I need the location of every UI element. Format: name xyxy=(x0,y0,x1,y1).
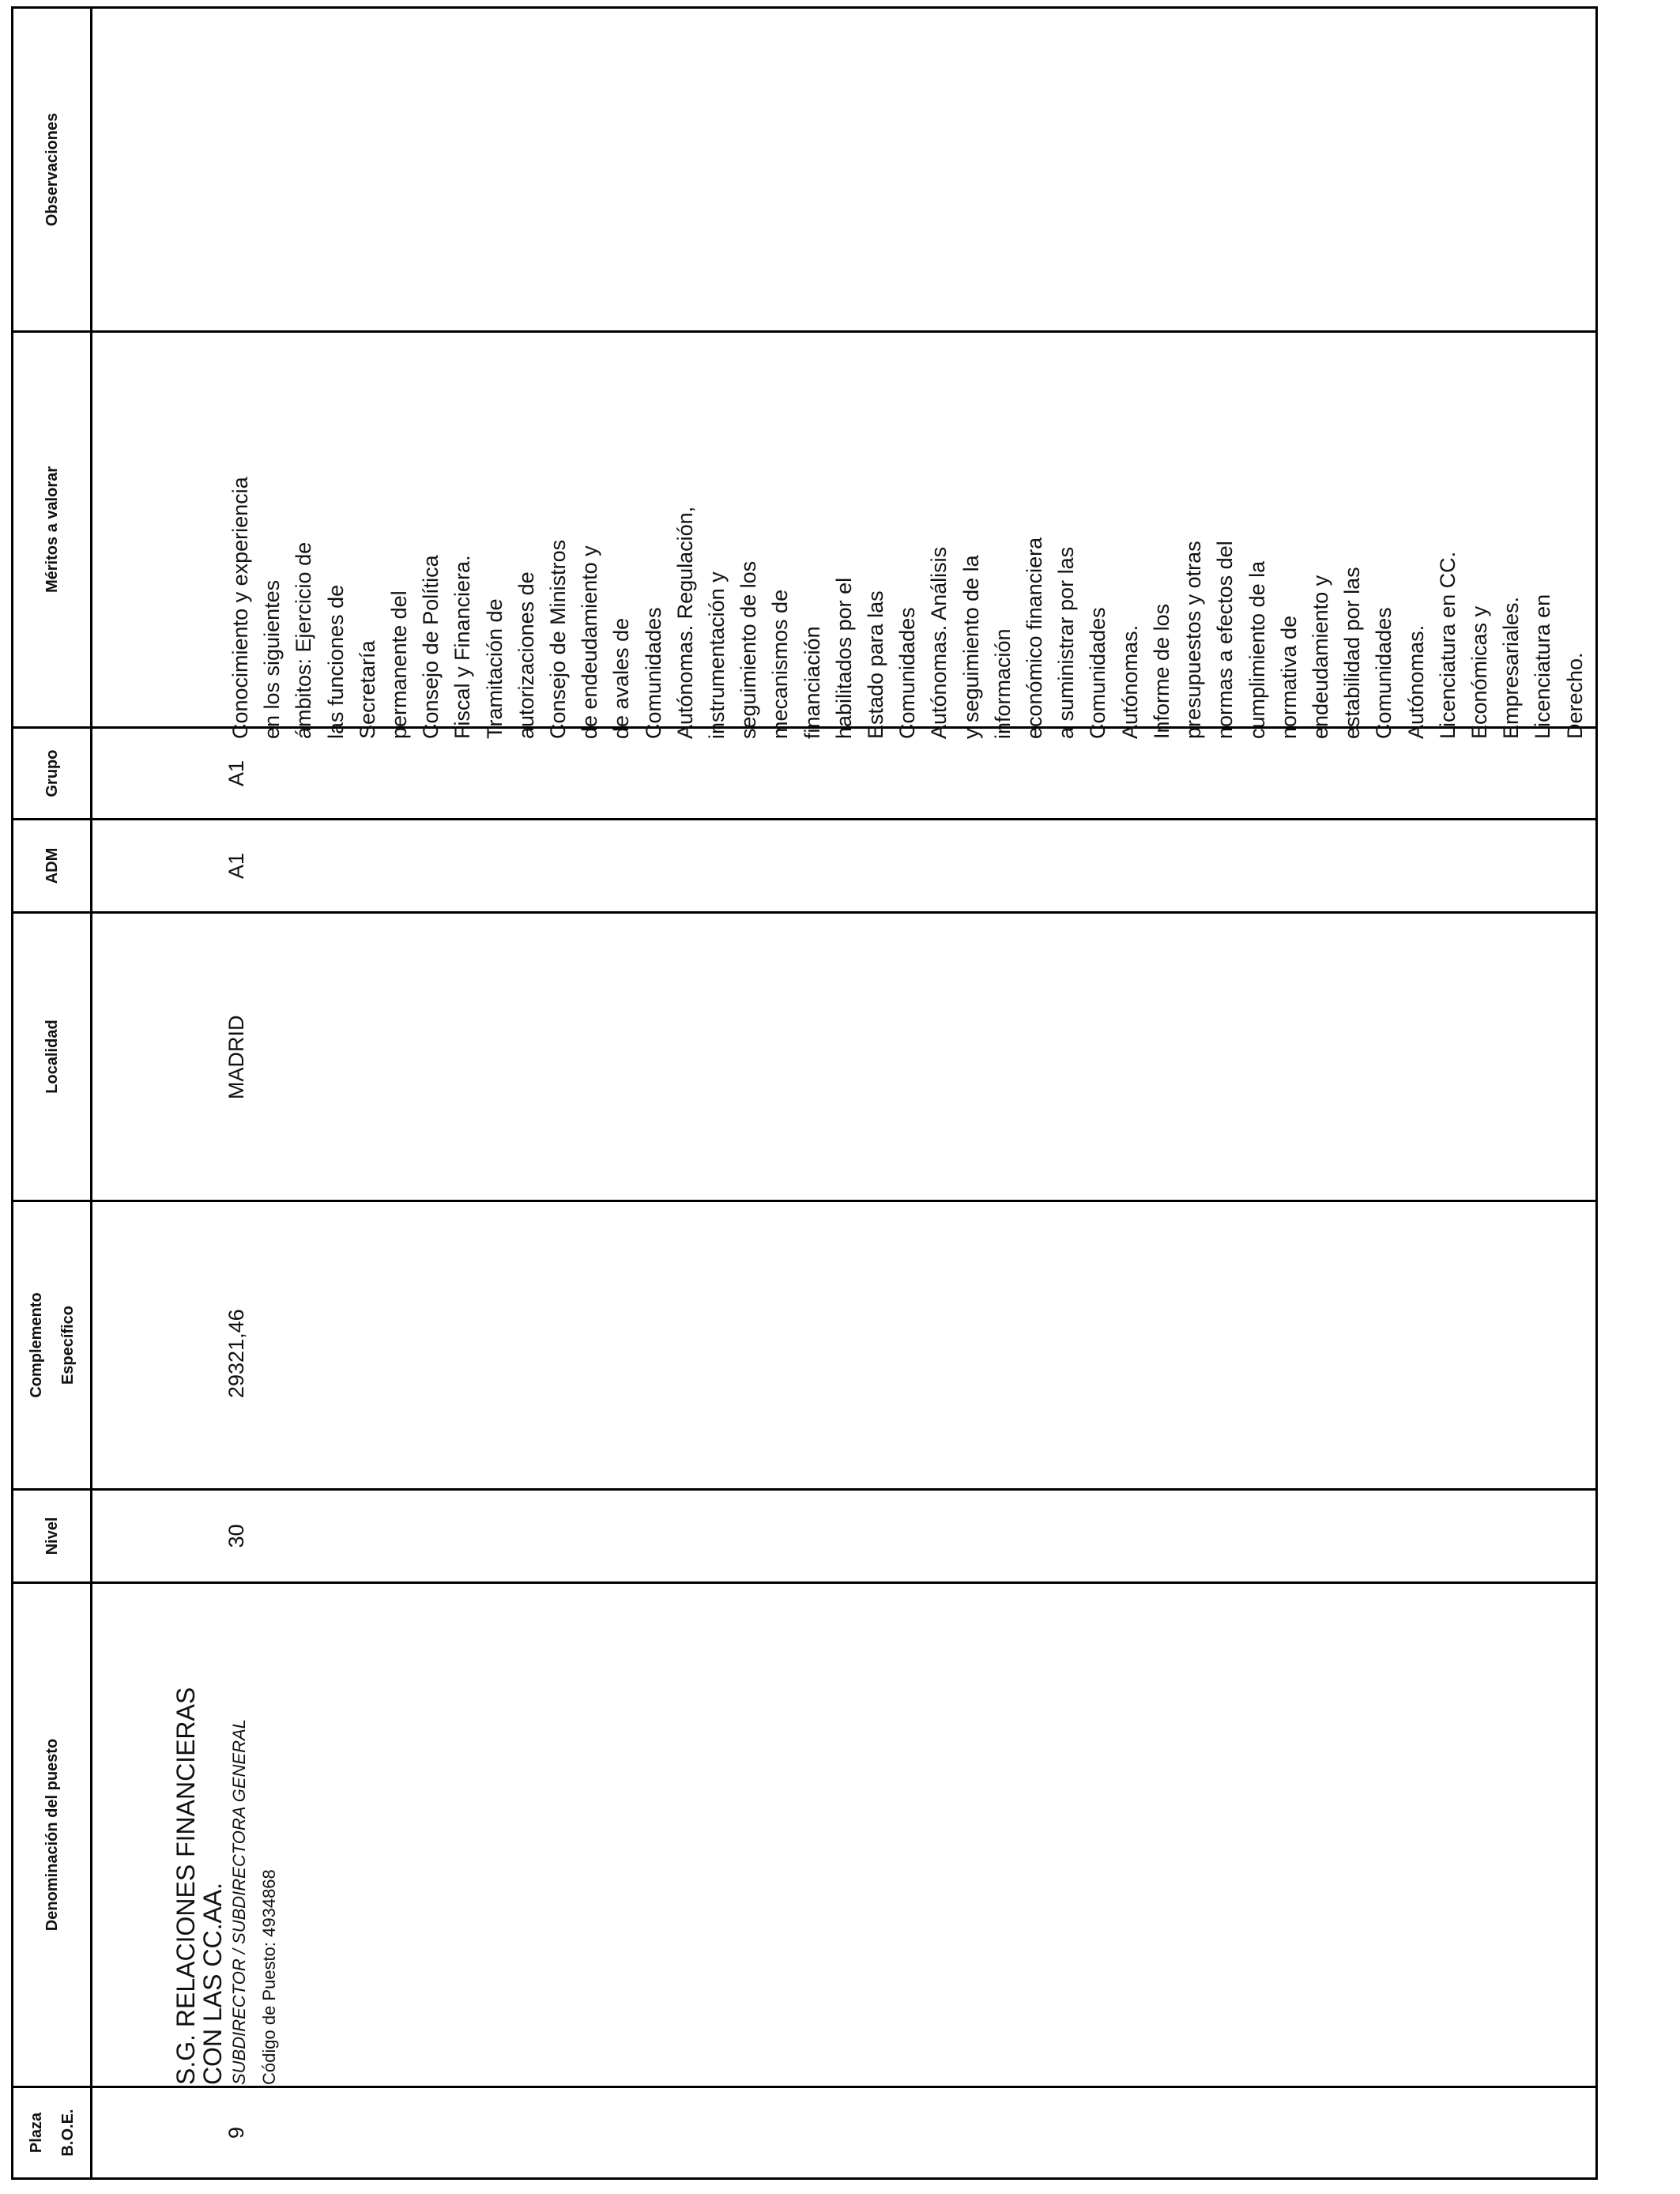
merit-line: Autónomas. xyxy=(1117,624,1142,739)
col-sep-3 xyxy=(11,1488,1598,1491)
merit-line: Informe de los xyxy=(1149,603,1173,739)
header-adm xyxy=(13,820,92,911)
cell-denominacion xyxy=(172,1642,280,2085)
col-sep-4 xyxy=(11,1200,1598,1202)
merit-line: permanente del xyxy=(387,590,412,739)
header-observaciones xyxy=(13,9,92,330)
merit-line: Empresariales. xyxy=(1499,596,1524,739)
merit-line: autorizaciones de xyxy=(514,571,538,739)
header-localidad-label: Localidad xyxy=(43,1020,61,1094)
cell-plaza: 9 xyxy=(224,2126,248,2139)
col-sep-1 xyxy=(11,2086,1598,2088)
header-meritos xyxy=(13,333,92,726)
header-plaza-line2: B.O.E. xyxy=(59,2109,77,2157)
header-localidad xyxy=(13,914,92,1200)
merit-line: Derecho. xyxy=(1562,652,1587,739)
merit-line: seguimiento de los xyxy=(736,560,761,739)
header-plaza-line1: Plaza xyxy=(28,2112,45,2154)
merit-line: Estado para las xyxy=(864,590,888,739)
header-observaciones-label: Observaciones xyxy=(43,112,61,227)
cell-grupo: A1 xyxy=(224,760,248,787)
header-grupo xyxy=(13,729,92,818)
merit-line: de endeudamiento y xyxy=(578,545,602,739)
merit-line: cumplimiento de la xyxy=(1245,560,1269,739)
header-grupo-label: Grupo xyxy=(43,749,61,797)
merit-line: instrumentación y xyxy=(705,571,729,739)
cell-complemento: 29321,46 xyxy=(224,1309,248,1398)
codigo-puesto: Código de Puesto: 4934868 xyxy=(259,1869,279,2085)
table-border-right xyxy=(11,6,1598,9)
header-denominacion-label: Denominación del puesto xyxy=(43,1738,61,1932)
header-meritos-label: Méritos a valorar xyxy=(43,466,61,594)
merit-line: estabilidad por las xyxy=(1340,567,1365,739)
header-denominacion xyxy=(13,1584,92,2086)
cell-localidad: MADRID xyxy=(224,1015,248,1099)
merit-line: de avales de xyxy=(609,617,634,739)
cell-meritos xyxy=(224,447,1591,739)
merit-line: Fiscal y Financiera. xyxy=(450,555,475,739)
merit-line: a suministrar por las xyxy=(1054,546,1079,739)
merit-line: presupuestos y otras xyxy=(1181,541,1206,739)
header-adm-label: ADM xyxy=(43,847,61,884)
merit-line: Consejo de Política xyxy=(419,555,443,739)
merit-line: Autónomas. Análisis xyxy=(927,546,951,739)
merit-line: Comunidades xyxy=(1372,607,1396,739)
col-sep-2 xyxy=(11,1581,1598,1584)
unidad-line-1: S.G. RELACIONES FINANCIERAS xyxy=(171,1687,200,2085)
merit-line: Comunidades xyxy=(641,607,665,739)
cell-nivel: 30 xyxy=(224,1524,248,1548)
merit-line: normativa de xyxy=(1276,615,1301,739)
col-sep-6 xyxy=(11,818,1598,820)
merit-line: Consejo de Ministros xyxy=(546,539,571,739)
merit-line: Licenciatura en CC. xyxy=(1435,551,1460,739)
merit-line: Comunidades xyxy=(895,607,920,739)
cell-adm: A1 xyxy=(224,852,248,880)
merit-line: Autónomas. xyxy=(1403,624,1428,739)
merit-line: información xyxy=(990,628,1015,739)
merit-line: Conocimiento y experiencia xyxy=(228,477,252,739)
merit-line: habilitados por el xyxy=(831,577,856,739)
header-nivel-label: Nivel xyxy=(43,1517,61,1555)
header-complemento-line1: Complemento xyxy=(28,1292,45,1398)
merit-line: Económicas y xyxy=(1467,605,1491,739)
merit-line: Licenciatura en xyxy=(1531,594,1555,739)
col-sep-5 xyxy=(11,911,1598,914)
merit-line: económico financiera xyxy=(1023,537,1047,739)
merit-line: Tramitación de xyxy=(482,598,507,739)
header-complemento-line2: Específico xyxy=(59,1305,77,1385)
merit-line: mecanismos de xyxy=(768,589,793,739)
puesto-title: SUBDIRECTOR / SUBDIRECTORA GENERAL xyxy=(229,1719,249,2085)
merit-line: Secretaría xyxy=(355,640,379,739)
header-complemento xyxy=(13,1202,92,1488)
merit-line: endeudamiento y xyxy=(1308,575,1332,739)
col-sep-8 xyxy=(11,330,1598,333)
merit-line: financiación xyxy=(800,626,824,739)
table-border-left xyxy=(11,2177,1598,2180)
merit-line: Comunidades xyxy=(1086,607,1110,739)
merit-line: Autónomas. Regulación, xyxy=(672,506,697,739)
merit-line: y seguimiento de la xyxy=(959,555,983,739)
unidad-line-2: CON LAS CC.AA. xyxy=(198,1882,227,2085)
header-nivel xyxy=(13,1491,92,1581)
merit-line: las funciones de xyxy=(323,584,348,739)
merit-line: normas a efectos del xyxy=(1213,541,1237,739)
merit-line: en los siguientes xyxy=(260,579,284,739)
merit-line: ámbitos: Ejercicio de xyxy=(292,541,316,739)
header-plaza xyxy=(13,2088,92,2177)
